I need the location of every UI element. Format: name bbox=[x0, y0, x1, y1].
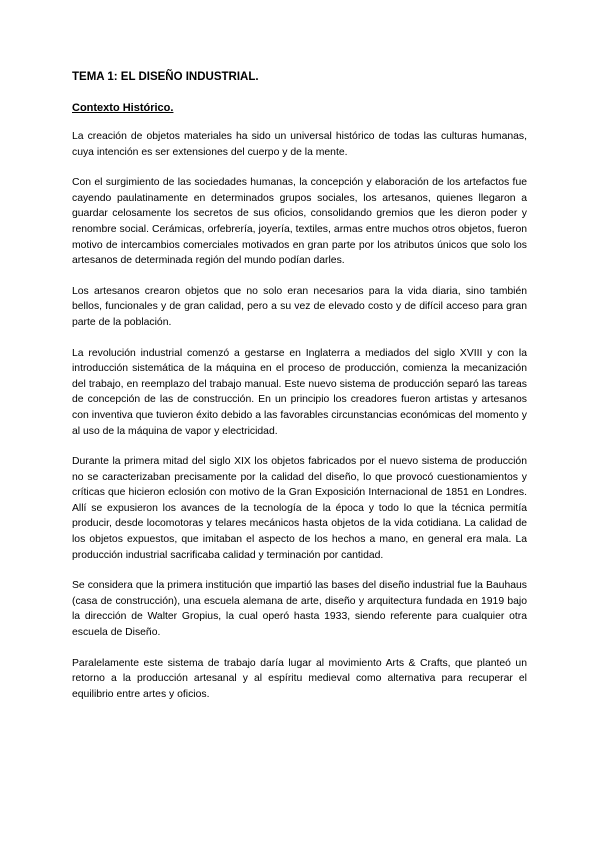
document-page bbox=[72, 70, 527, 717]
document-title: TEMA 1: EL DISEÑO INDUSTRIAL. bbox=[72, 71, 259, 83]
paragraph-2: Con el surgimiento de las sociedades humanas, la concepción y elaboración de los artefactos fue cayendo paulatinamente en determinados grupos sociales, los artesanos, quienes llegaron a guardar celosamente los secretos de sus oficios, consolidando gremios que les dieron poder y renombre social. Cerámicas, orfebrería, joyería, textiles, armas entre muchos otros objetos, fueron motivo de intercambios comerciales motivados en gran parte por los atributos únicos que solo los artesanos de determinada región del mundo podían darles. bbox=[72, 177, 527, 267]
paragraph-1: La creación de objetos materiales ha sido un universal histórico de todas las culturas humanas, cuya intención es ser extensiones del cuerpo y de la mente. bbox=[72, 131, 527, 158]
paragraph-7: Paralelamente este sistema de trabajo daría lugar al movimiento Arts & Crafts, que planteó un retorno a la producción artesanal y al espíritu medieval como alternativa para recuperar el equilibrio entre artes y oficios. bbox=[72, 657, 527, 700]
paragraph-3: Los artesanos crearon objetos que no solo eran necesarios para la vida diaria, sino también bellos, funcionales y de gran calidad, pero a su vez de elevado costo y de difícil acceso para gran parte de la población. bbox=[72, 285, 527, 328]
section-heading: Contexto Histórico. bbox=[72, 102, 174, 114]
paragraph-5: Durante la primera mitad del siglo XIX los objetos fabricados por el nuevo sistema de producción no se caracterizaban precisamente por la calidad del diseño, lo que provocó cuestionamientos y críticas que hicieron eclosión con motivo de la Gran Exposición Internacional de 1851 en Londres. Allí se expusieron los avances de la tecnología de la época y todo lo que la técnica permitía producir, desde locomotoras y telares mecánicos hasta objetos de la vida cotidiana. La calidad de los objetos expuestos, que imitaban el aspecto de los hechos a mano, en general era mala. La producción industrial sacrificaba calidad y terminación por cantidad. bbox=[72, 456, 527, 561]
paragraph-4: La revolución industrial comenzó a gestarse en Inglaterra a mediados del siglo XVIII y con la introducción sistemática de la máquina en el proceso de producción, comienza la mecanización del trabajo, en reemplazo del trabajo manual. Este nuevo sistema de producción separó las tareas de concepción de las de construcción. En un principio los creadores fueron artistas y artesanos con inventiva que tuvieron éxito debido a las favorables circunstancias económicas del momento y al uso de la máquina de vapor y electricidad. bbox=[72, 347, 527, 437]
paragraph-6: Se considera que la primera institución que impartió las bases del diseño industrial fue la Bauhaus (casa de construcción), una escuela alemana de arte, diseño y arquitectura fundada en 1919 bajo la dirección de Walter Gropius, la cual operó hasta 1933, siendo referente para cualquier otra escuela de Diseño. bbox=[72, 580, 527, 639]
